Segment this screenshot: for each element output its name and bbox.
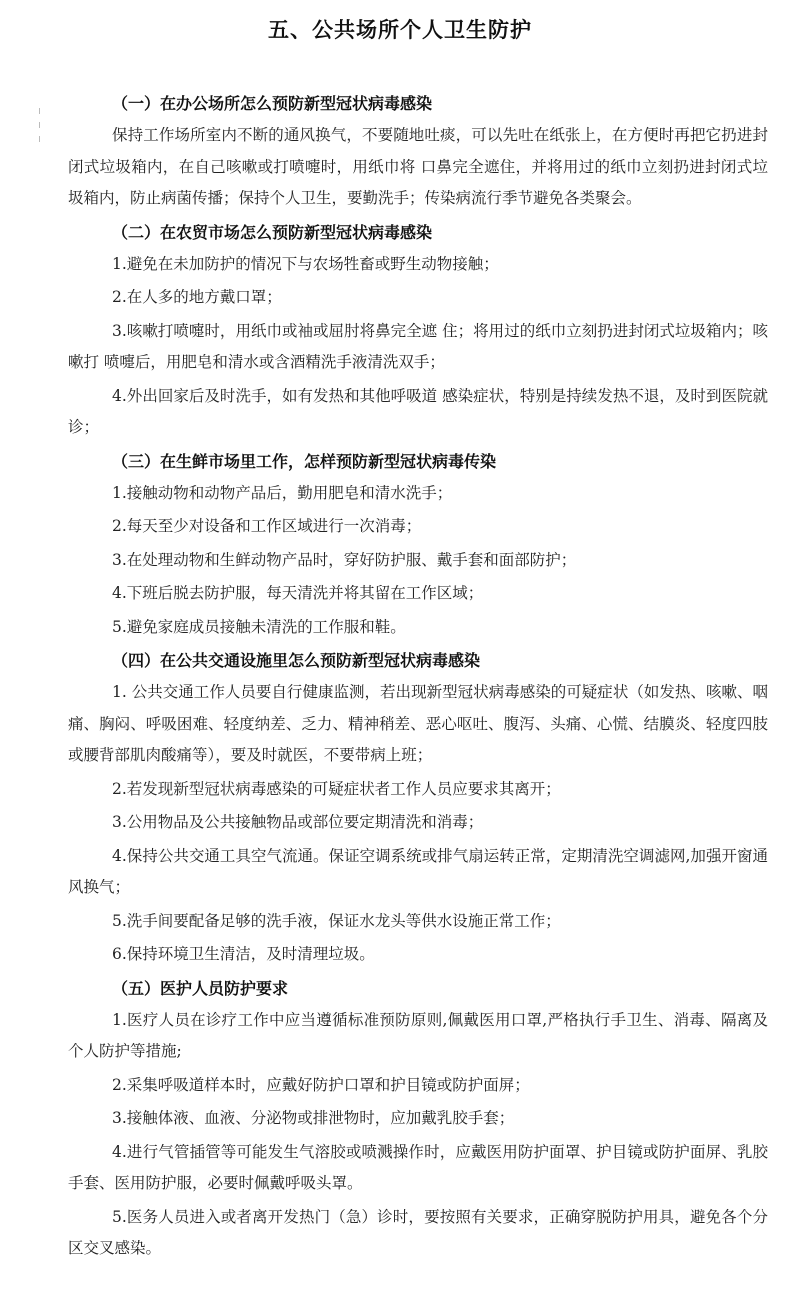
list-item: 4.保持公共交通工具空气流通。保证空调系统或排气扇运转正常，定期清洗空调滤网,加强开窗通风换气； — [68, 846, 768, 896]
list-item: 1.避免在未加防护的情况下与农场牲畜或野生动物接触； — [112, 254, 499, 273]
paragraph: 保持工作场所室内不断的通风换气，不要随地吐痰，可以先吐在纸张上，在方便时再把它扔进封闭式垃圾箱内，在自己咳嗽或打喷嚏时，用纸巾将 口鼻完全遮住，并将用过的纸巾立刻扔进封闭式垃圾箱内，防止病菌传播；保持个人卫生，要勤洗手；传染病流行季节避免各类聚会。 — [68, 126, 768, 207]
list-item: 5.洗手间要配备足够的洗手液，保证水龙头等供水设施正常工作； — [112, 911, 561, 930]
list-item: 1.医疗人员在诊疗工作中应当遵循标准预防原则,佩戴医用口罩,严格执行手卫生、消毒、隔离及个人防护等措施; — [68, 1010, 768, 1060]
section-heading: （三）在生鲜市场里工作，怎样预防新型冠状病毒传染 — [112, 451, 497, 471]
list-item: 2.在人多的地方戴口罩； — [112, 288, 282, 306]
section-heading: （四）在公共交通设施里怎么预防新型冠状病毒感染 — [112, 651, 481, 670]
section-office — [68, 88, 768, 215]
list-item: 3.在处理动物和生鲜动物产品时，穿好防护服、戴手套和面部防护； — [112, 550, 577, 569]
section-heading: （二）在农贸市场怎么预防新型冠状病毒感染 — [112, 222, 433, 242]
section-medical-staff — [68, 973, 768, 1265]
list-item: 5.医务人员进入或者离开发热门（急）诊时，要按照有关要求，正确穿脱防护用具，避免各个分区交叉感染。 — [68, 1207, 768, 1257]
margin-mark — [39, 136, 40, 142]
section-public-transport — [68, 645, 768, 971]
list-item: 5.避免家庭成员接触未清洗的工作服和鞋。 — [112, 617, 406, 636]
list-item: 1.接触动物和动物产品后，勤用肥皂和清水洗手； — [112, 483, 453, 502]
list-item: 4.外出回家后及时洗手，如有发热和其他呼吸道 感染症状，特别是持续发热不退，及时到医院就诊； — [68, 386, 768, 436]
list-item: 2.采集呼吸道样本时，应戴好防护口罩和护目镜或防护面屏； — [112, 1075, 530, 1094]
section-fresh-market — [68, 446, 768, 644]
document-body — [68, 86, 768, 1267]
document-title: 五、公共场所个人卫生防护 — [268, 18, 532, 42]
list-item: 4.下班后脱去防护服，每天清洗并将其留在工作区域； — [112, 584, 484, 602]
list-item: 4.进行气管插管等可能发生气溶胶或喷溅操作时，应戴医用防护面罩、护目镜或防护面屏、乳胶手套、医用防护服，必要时佩戴呼吸头罩。 — [68, 1142, 768, 1192]
list-item: 2.若发现新型冠状病毒感染的可疑症状者工作人员应要求其离开； — [112, 779, 561, 798]
list-item: 3.公用物品及公共接触物品或部位要定期清洗和消毒； — [112, 813, 484, 831]
section-farmers-market — [68, 217, 768, 444]
margin-marks — [38, 108, 42, 148]
section-heading: （五）医护人员防护要求 — [112, 978, 289, 998]
list-item: 1. 公共交通工作人员要自行健康监测，若出现新型冠状病毒感染的可疑症状（如发热、咳嗽、咽痛、胸闷、呼吸困难、轻度纳差、乏力、精神稍差、恶心呕吐、腹泻、头痛、心慌、结膜炎、轻度四肢或腰背部肌肉酸痛等），要及时就医，不要带病上班； — [68, 683, 768, 764]
list-item: 2.每天至少对设备和工作区域进行一次消毒； — [112, 517, 422, 535]
margin-mark — [39, 122, 40, 128]
list-item: 6.保持环境卫生清洁，及时清理垃圾。 — [112, 945, 375, 963]
margin-mark — [39, 108, 40, 114]
list-item: 3.咳嗽打喷嚏时，用纸巾或袖或屈肘将鼻完全遮 住；将用过的纸巾立刻扔进封闭式垃圾箱内；咳嗽打 喷嚏后，用肥皂和清水或含酒精洗手液清洗双手； — [68, 321, 768, 371]
section-heading: （一）在办公场所怎么预防新型冠状病毒感染 — [112, 94, 433, 113]
list-item: 3.接触体液、血液、分泌物或排泄物时，应加戴乳胶手套； — [112, 1109, 515, 1127]
